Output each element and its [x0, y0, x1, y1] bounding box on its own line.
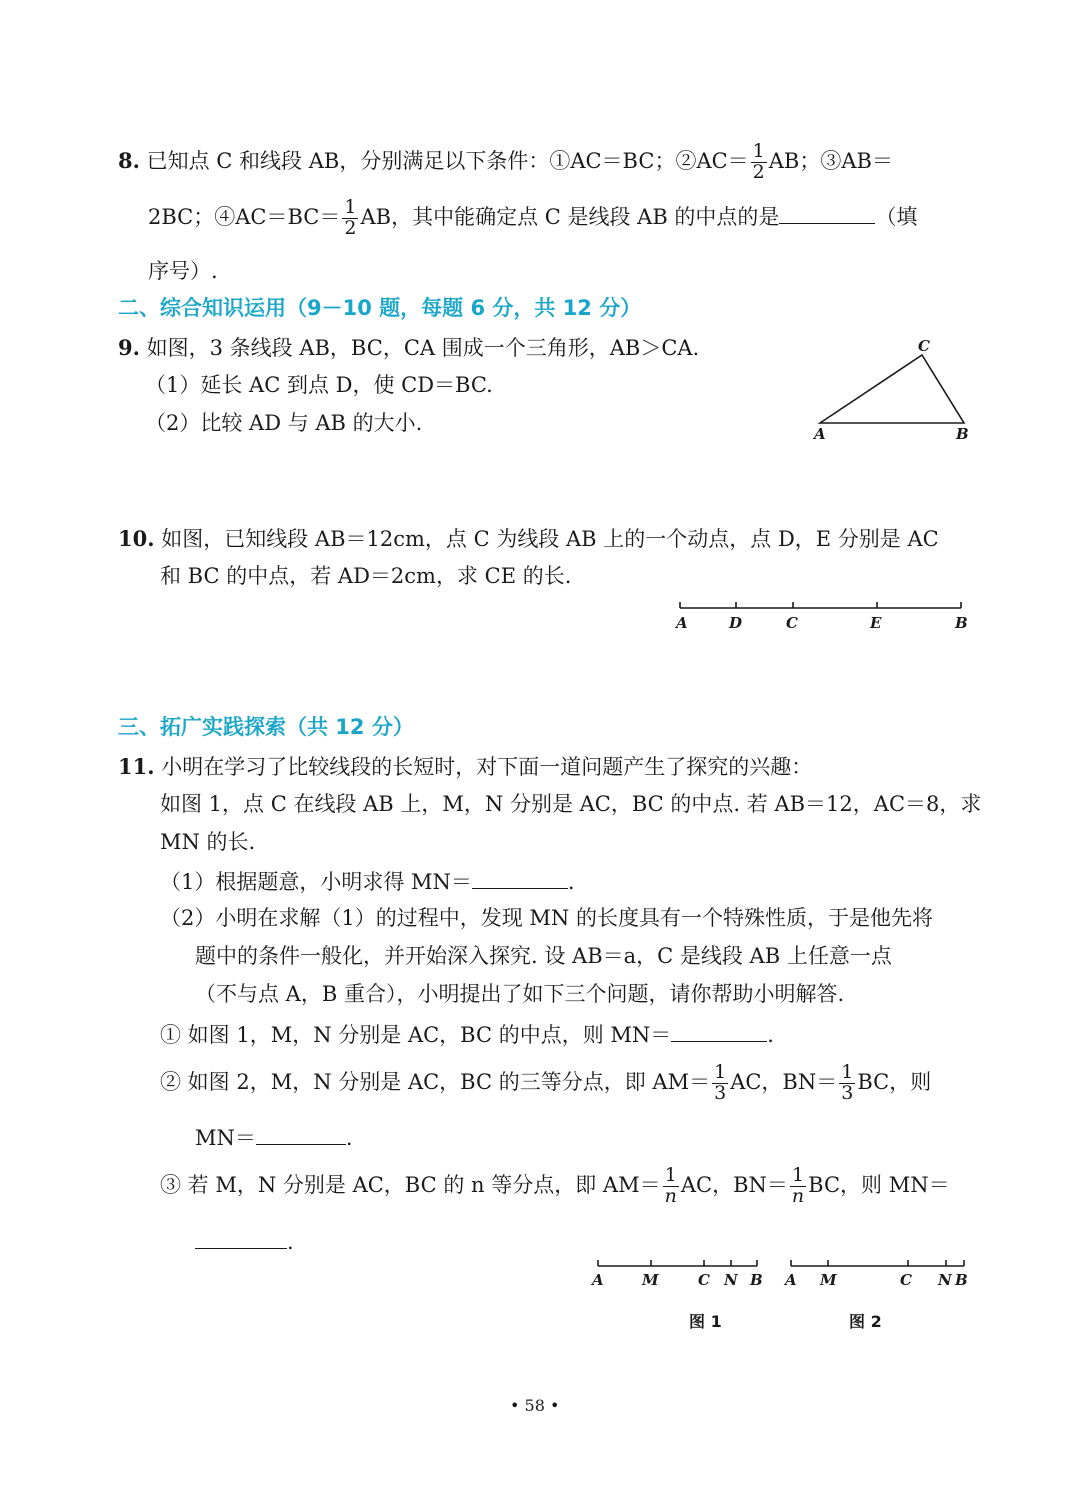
- q11-part-1-blank[interactable]: [472, 870, 568, 889]
- frac-den: 2: [752, 160, 765, 183]
- q8-line-1: [118, 142, 893, 183]
- q10-line-2: 和 BC 的中点，若 AD＝2cm，求 CE 的长.: [160, 564, 572, 588]
- q9-line-3: （2）比较 AD 与 AB 的大小.: [145, 411, 423, 435]
- q11-line-3: MN 的长.: [160, 830, 256, 854]
- q8-number: 8.: [118, 147, 140, 173]
- label-b: B: [955, 614, 968, 632]
- q11-part-1-end: .: [567, 870, 575, 894]
- section-2-heading: 二、综合知识运用（9－10 题，每题 6 分，共 12 分）: [118, 296, 642, 320]
- q10-text-1: 如图，已知线段 AB＝12cm，点 C 为线段 AB 上的一个动点，点 D，E 分别是 AC: [161, 527, 939, 551]
- q8-text-1a: 已知点 C 和线段 AB，分别满足以下条件：①AC＝BC；②AC＝: [146, 148, 749, 173]
- q11-sub-3: [160, 1166, 950, 1207]
- q8-text-2c: （填: [875, 204, 918, 229]
- frac-den: n: [791, 1184, 805, 1207]
- label-c: C: [900, 1271, 912, 1289]
- section-3-heading: 三、拓广实践探索（共 12 分）: [118, 715, 414, 739]
- label-a: A: [785, 1271, 797, 1289]
- q11-sub-2: [160, 1063, 931, 1104]
- q11-sub-2-text-c: BC，则: [857, 1069, 932, 1094]
- q11-number: 11.: [118, 754, 155, 779]
- label-c: C: [786, 614, 798, 632]
- q11-sub-2-text-b: AC，BN＝: [730, 1069, 838, 1094]
- q10-line-1: [118, 528, 939, 550]
- q11-text-1: 小明在学习了比较线段的长短时，对下面一道问题产生了探究的兴趣：: [161, 755, 813, 779]
- q8-line-2: [148, 198, 917, 239]
- frac-num: 1: [663, 1166, 679, 1187]
- q11-sub-2-fraction-2: [839, 1063, 855, 1104]
- q11-sub-2-end: .: [345, 1126, 353, 1150]
- q8-fraction-1: [751, 142, 767, 183]
- q8-text-2b: AB，其中能确定点 C 是线段 AB 的中点的是: [360, 204, 780, 229]
- q10-segment-figure: [670, 598, 970, 638]
- q9-text-1: 如图，3 条线段 AB，BC，CA 围成一个三角形，AB＞CA.: [146, 336, 700, 360]
- frac-num: 1: [790, 1166, 806, 1187]
- q11-sub-1-text: ① 如图 1，M，N 分别是 AC，BC 的中点，则 MN＝: [160, 1023, 672, 1047]
- q8-line-3: [148, 261, 218, 282]
- q11-part-2-line-b: 题中的条件一般化，并开始深入探究. 设 AB＝a，C 是线段 AB 上任意一点: [195, 944, 892, 968]
- q8-answer-blank[interactable]: [779, 205, 875, 224]
- q11-part-2-line-c: （不与点 A，B 重合），小明提出了如下三个问题，请你帮助小明解答.: [195, 982, 845, 1006]
- frac-den: n: [664, 1184, 677, 1207]
- label-b: B: [955, 1271, 968, 1289]
- q11-sub-1: [160, 1023, 774, 1046]
- q9-line-1: [118, 337, 699, 359]
- q9-number: 9.: [118, 335, 140, 360]
- q11-sub-3-text-c: BC，则 MN＝: [808, 1172, 950, 1197]
- label-m: M: [642, 1271, 659, 1289]
- frac-num: 1: [841, 1061, 854, 1083]
- label-n: N: [724, 1271, 738, 1289]
- q11-sub-3-text-b: AC，BN＝: [680, 1172, 788, 1197]
- frac-num: 1: [344, 196, 357, 218]
- label-a: A: [814, 425, 826, 443]
- label-e: E: [870, 614, 882, 632]
- label-c: C: [698, 1271, 710, 1289]
- q11-part-1-text: （1）根据题意，小明求得 MN＝: [160, 870, 472, 894]
- q11-sub-2-text-d: MN＝: [195, 1126, 256, 1150]
- q11-sub-3-fraction-1: [663, 1166, 679, 1207]
- q11-sub-2-fraction-1: [712, 1063, 728, 1104]
- q11-sub-2-text-a: ② 如图 2，M，N 分别是 AC，BC 的三等分点，即 AM＝: [160, 1069, 711, 1094]
- q11-sub-2-line-2: [195, 1126, 353, 1149]
- label-n: N: [938, 1271, 952, 1289]
- label-m: M: [820, 1271, 837, 1289]
- q8-text-2a: 2BC；④AC＝BC＝: [148, 204, 341, 229]
- q9-triangle-figure: [810, 335, 980, 445]
- label-c: C: [918, 337, 930, 355]
- q11-part-1: [160, 870, 575, 893]
- q11-figure-1: [590, 1258, 770, 1298]
- q8-fraction-2: [342, 198, 358, 239]
- label-d: D: [729, 614, 743, 632]
- q9-line-2: （1）延长 AC 到点 D，使 CD＝BC.: [145, 373, 493, 397]
- q11-sub-2-blank[interactable]: [256, 1126, 346, 1145]
- q8-text-3: 序号）.: [148, 259, 218, 283]
- q11-line-1: [118, 756, 812, 778]
- q11-sub-1-blank[interactable]: [671, 1023, 767, 1042]
- triangle-abc: [820, 355, 964, 423]
- q11-sub-3-text-a: ③ 若 M，N 分别是 AC，BC 的 n 等分点，即 AM＝: [160, 1172, 661, 1197]
- label-b: B: [750, 1271, 763, 1289]
- q11-sub-3-end: .: [287, 1230, 294, 1254]
- label-a: A: [676, 614, 688, 632]
- q10-number: 10.: [118, 526, 155, 551]
- page-number: • 58 •: [510, 1396, 560, 1415]
- q11-sub-3-fraction-2: [790, 1166, 806, 1207]
- frac-den: 3: [841, 1081, 854, 1104]
- q11-line-2: 如图 1，点 C 在线段 AB 上，M，N 分别是 AC，BC 的中点. 若 AB＝12，AC＝8，求: [160, 792, 982, 816]
- q8-text-1b: AB；③AB＝: [768, 148, 893, 173]
- frac-num: 1: [752, 140, 765, 162]
- q11-part-2-line-a: （2）小明在求解（1）的过程中，发现 MN 的长度具有一个特殊性质，于是他先将: [160, 906, 933, 930]
- frac-num: 1: [714, 1061, 727, 1083]
- q11-sub-1-end: .: [767, 1023, 774, 1047]
- frac-den: 3: [714, 1081, 727, 1104]
- q11-sub-3-blank[interactable]: [195, 1230, 287, 1249]
- q11-figure-2: [783, 1258, 973, 1298]
- label-a: A: [592, 1271, 604, 1289]
- q11-sub-3-line-2: [195, 1230, 294, 1253]
- figure-2-caption: 图 2: [849, 1312, 882, 1331]
- frac-den: 2: [344, 216, 357, 239]
- label-b: B: [956, 425, 969, 443]
- figure-1-caption: 图 1: [689, 1312, 722, 1331]
